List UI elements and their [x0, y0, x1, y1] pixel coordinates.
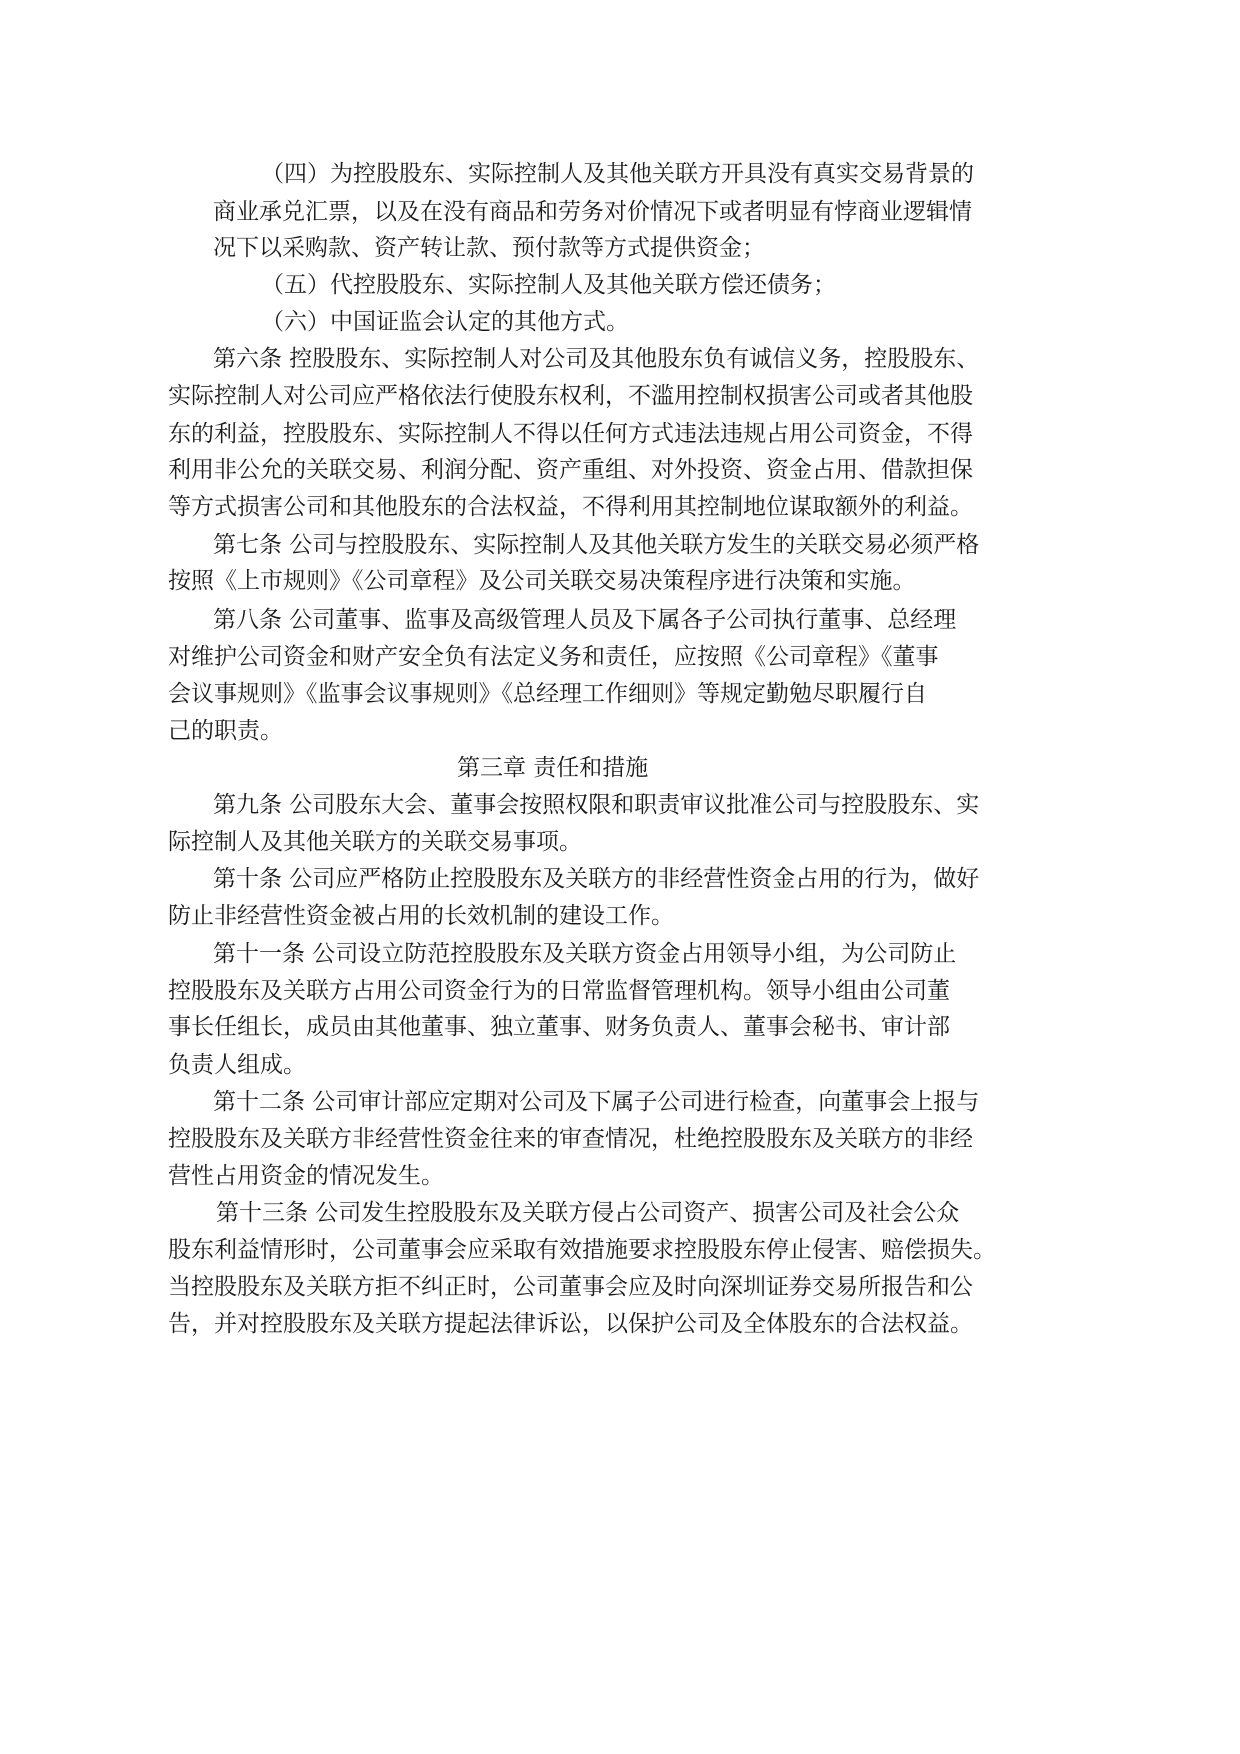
article-6-line-4: 利用非公允的关联交易、利润分配、资产重组、对外投资、资金占用、借款担保 — [168, 457, 973, 483]
article-8-line-1: 第八条 公司董事、监事及高级管理人员及下属各子公司执行董事、总经理 — [213, 607, 957, 633]
article-6-line-5: 等方式损害公司和其他股东的合法权益，不得利用其控制地位谋取额外的利益。 — [168, 494, 973, 520]
article-6-line-3: 东的利益，控股股东、实际控制人不得以任何方式违法违规占用公司资金，不得 — [168, 421, 973, 447]
article-8-line-4: 己的职责。 — [168, 718, 283, 744]
article-11-line-2: 控股股东及关联方占用公司资金行为的日常监督管理机构。领导小组由公司董 — [168, 978, 950, 1004]
article-8-line-2: 对维护公司资金和财产安全负有法定义务和责任，应按照《公司章程》《董事 — [168, 644, 939, 670]
article-11-line-4: 负责人组成。 — [168, 1052, 306, 1078]
article-11-line-1: 第十一条 公司设立防范控股股东及关联方资金占用领导小组，为公司防止 — [213, 941, 957, 967]
article-8-line-3: 会议事规则》《监事会议事规则》《总经理工作细则》等规定勤勉尽职履行自 — [168, 681, 927, 707]
item-4-line-3: 况下以采购款、资产转让款、预付款等方式提供资金； — [213, 235, 765, 261]
article-10-line-2: 防止非经营性资金被占用的长效机制的建设工作。 — [168, 903, 674, 929]
article-12-line-3: 营性占用资金的情况发生。 — [168, 1163, 444, 1189]
article-6-line-2: 实际控制人对公司应严格依法行使股东权利，不滥用控制权损害公司或者其他股 — [168, 383, 973, 409]
article-11-line-3: 事长任组长，成员由其他董事、独立董事、财务负责人、董事会秘书、审计部 — [168, 1014, 950, 1040]
article-13-line-3: 当控股股东及关联方拒不纠正时，公司董事会应及时向深圳证券交易所报告和公 — [168, 1274, 973, 1300]
article-7-line-2: 按照《上市规则》《公司章程》及公司关联交易决策程序进行决策和实施。 — [168, 568, 916, 594]
article-7-line-1: 第七条 公司与控股股东、实际控制人及其他关联方发生的关联交易必须严格 — [213, 532, 980, 558]
article-13-line-1: 第十三条 公司发生控股股东及关联方侵占公司资产、损害公司及社会公众 — [216, 1200, 960, 1226]
item-5-line-1: （五）代控股股东、实际控制人及其他关联方偿还债务； — [261, 272, 836, 298]
chapter-heading: 第三章 责任和措施 — [457, 755, 649, 781]
article-13-line-4: 告，并对控股股东及关联方提起法律诉讼，以保护公司及全体股东的合法权益。 — [168, 1311, 973, 1337]
item-4-line-2: 商业承兑汇票，以及在没有商品和劳务对价情况下或者明显有悖商业逻辑情 — [213, 199, 972, 225]
article-12-line-1: 第十二条 公司审计部应定期对公司及下属子公司进行检查，向董事会上报与 — [213, 1089, 980, 1115]
item-4-line-1: （四）为控股股东、实际控制人及其他关联方开具没有真实交易背景的 — [261, 161, 974, 187]
article-9-line-1: 第九条 公司股东大会、董事会按照权限和职责审议批准公司与控股股东、实 — [213, 792, 980, 818]
item-6-line-1: （六）中国证监会认定的其他方式。 — [261, 309, 629, 335]
article-9-line-2: 际控制人及其他关联方的关联交易事项。 — [168, 829, 582, 855]
article-12-line-2: 控股股东及关联方非经营性资金往来的审查情况，杜绝控股股东及关联方的非经 — [168, 1126, 973, 1152]
article-13-line-2: 股东利益情形时，公司董事会应采取有效措施要求控股股东停止侵害、赔偿损失。 — [168, 1237, 996, 1263]
article-10-line-1: 第十条 公司应严格防止控股股东及关联方的非经营性资金占用的行为，做好 — [213, 866, 980, 892]
article-6-line-1: 第六条 控股股东、实际控制人对公司及其他股东负有诚信义务，控股股东、 — [213, 346, 980, 372]
